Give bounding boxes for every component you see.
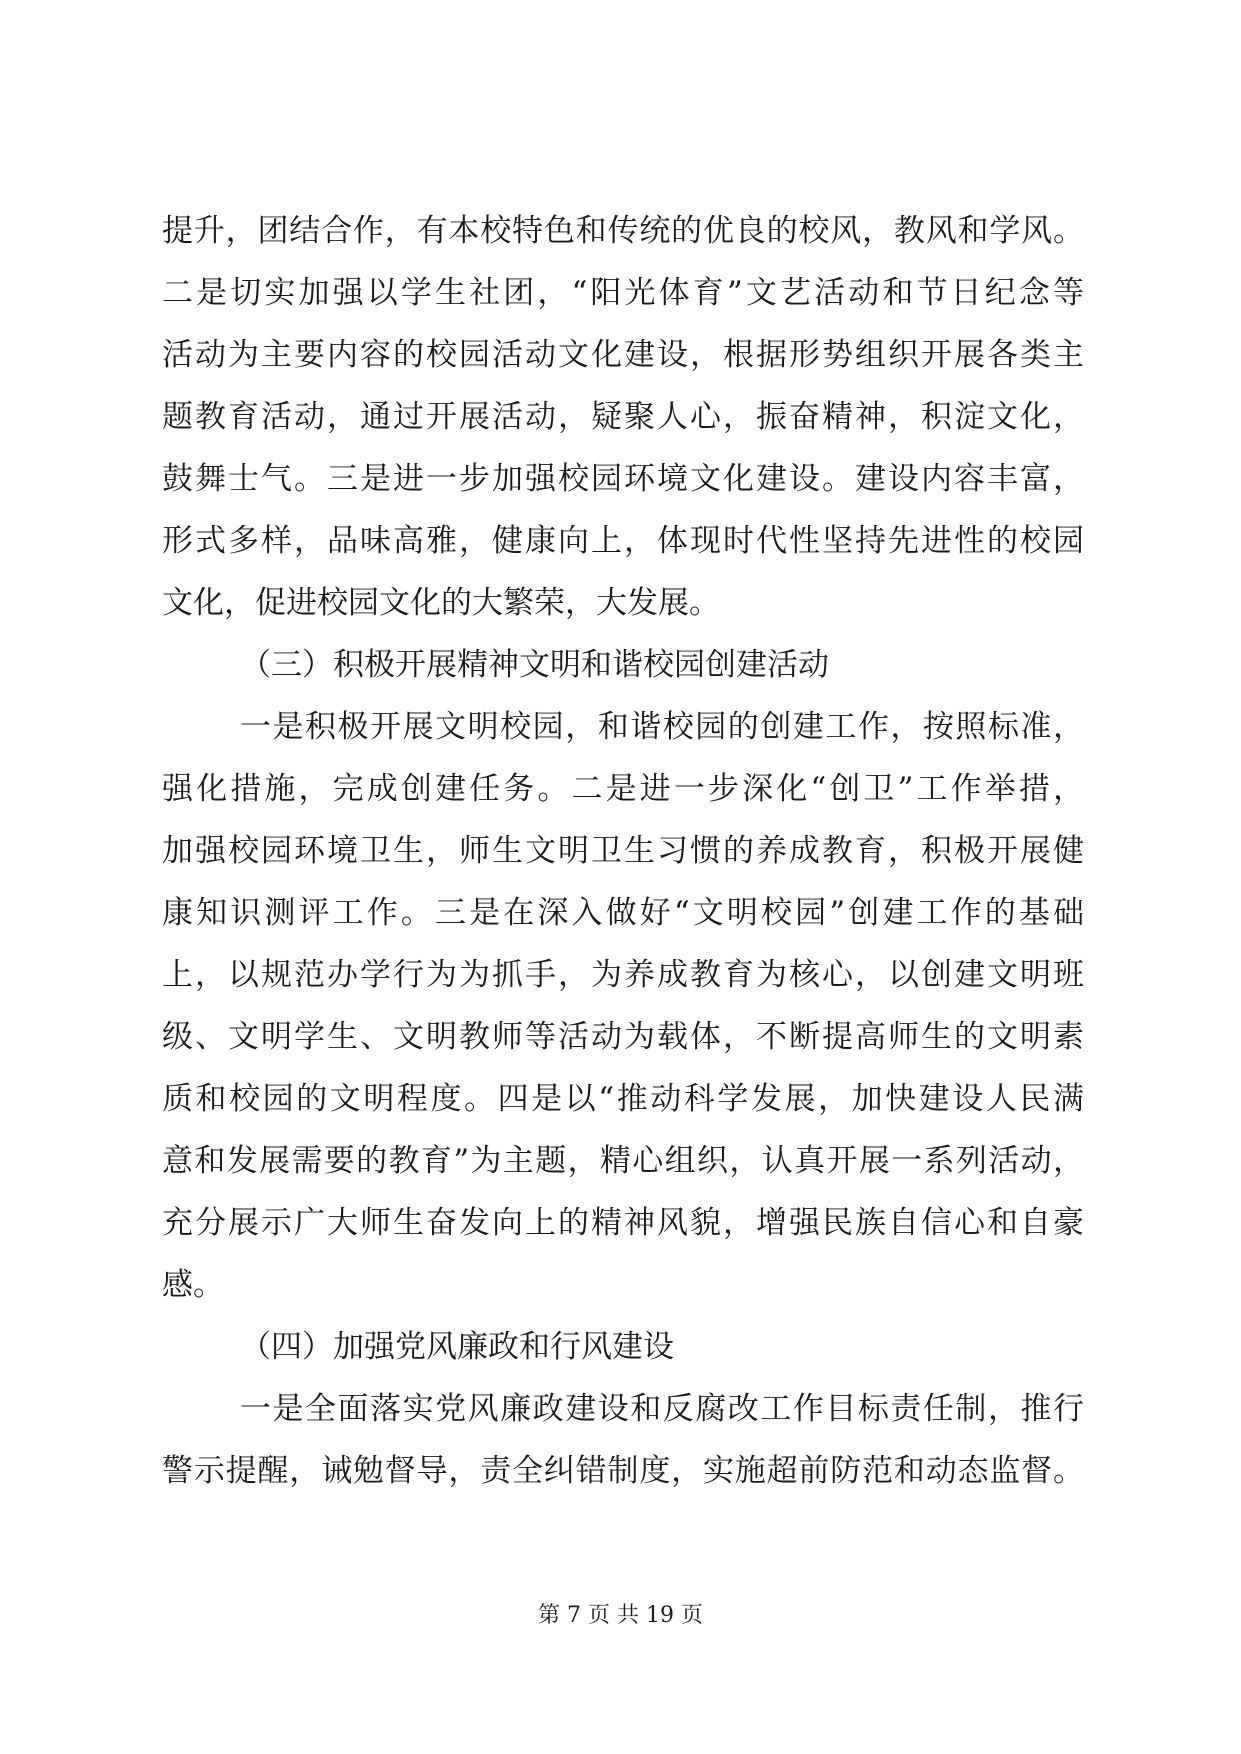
- body-line: 文化，促进校园文化的大繁荣，大发展。: [162, 585, 720, 621]
- body-line: 感。: [162, 1267, 224, 1303]
- body-line: 康知识测评工作。三是在深入做好“文明校园”创建工作的基础: [162, 895, 1084, 931]
- body-line: 题教育活动，通过开展活动，疑聚人心，振奋精神，积淀文化，: [162, 399, 1084, 435]
- body-line: 级、文明学生、文明教师等活动为载体，不断提高师生的文明素: [162, 1019, 1084, 1055]
- body-line: 加强校园环境卫生，师生文明卫生习惯的养成教育，积极开展健: [162, 833, 1084, 869]
- body-line: 提升，团结合作，有本校特色和传统的优良的校风，教风和学风。: [162, 213, 1084, 249]
- body-line: 充分展示广大师生奋发向上的精神风貌，增强民族自信心和自豪: [162, 1205, 1084, 1241]
- document-body: [162, 200, 1084, 1502]
- body-line: 强化措施，完成创建任务。二是进一步深化“创卫”工作举措，: [162, 771, 1084, 807]
- body-line: 质和校园的文明程度。四是以“推动科学发展，加快建设人民满: [162, 1081, 1084, 1117]
- page-number-footer: 第 7 页 共 19 页: [538, 1603, 703, 1628]
- paragraph-first-line: 一是积极开展文明校园，和谐校园的创建工作，按照标准，: [240, 709, 1084, 745]
- section-heading: （四）加强党风廉政和行风建设: [240, 1329, 674, 1365]
- body-line: 上，以规范办学行为为抓手，为养成教育为核心，以创建文明班: [162, 957, 1084, 993]
- paragraph-first-line: 一是全面落实党风廉政建设和反腐改工作目标责任制，推行: [240, 1391, 1084, 1427]
- body-line: 活动为主要内容的校园活动文化建设，根据形势组织开展各类主: [162, 337, 1084, 373]
- body-line: 意和发展需要的教育”为主题，精心组织，认真开展一系列活动，: [162, 1143, 1084, 1179]
- body-line: 二是切实加强以学生社团，“阳光体育”文艺活动和节日纪念等: [162, 275, 1084, 311]
- body-line: 鼓舞士气。三是进一步加强校园环境文化建设。建设内容丰富，: [162, 461, 1084, 497]
- section-heading: （三）积极开展精神文明和谐校园创建活动: [240, 647, 829, 683]
- body-line: 形式多样，品味高雅，健康向上，体现时代性坚持先进性的校园: [162, 523, 1084, 559]
- body-line: 警示提醒，诫勉督导，责全纠错制度，实施超前防范和动态监督。: [162, 1453, 1084, 1489]
